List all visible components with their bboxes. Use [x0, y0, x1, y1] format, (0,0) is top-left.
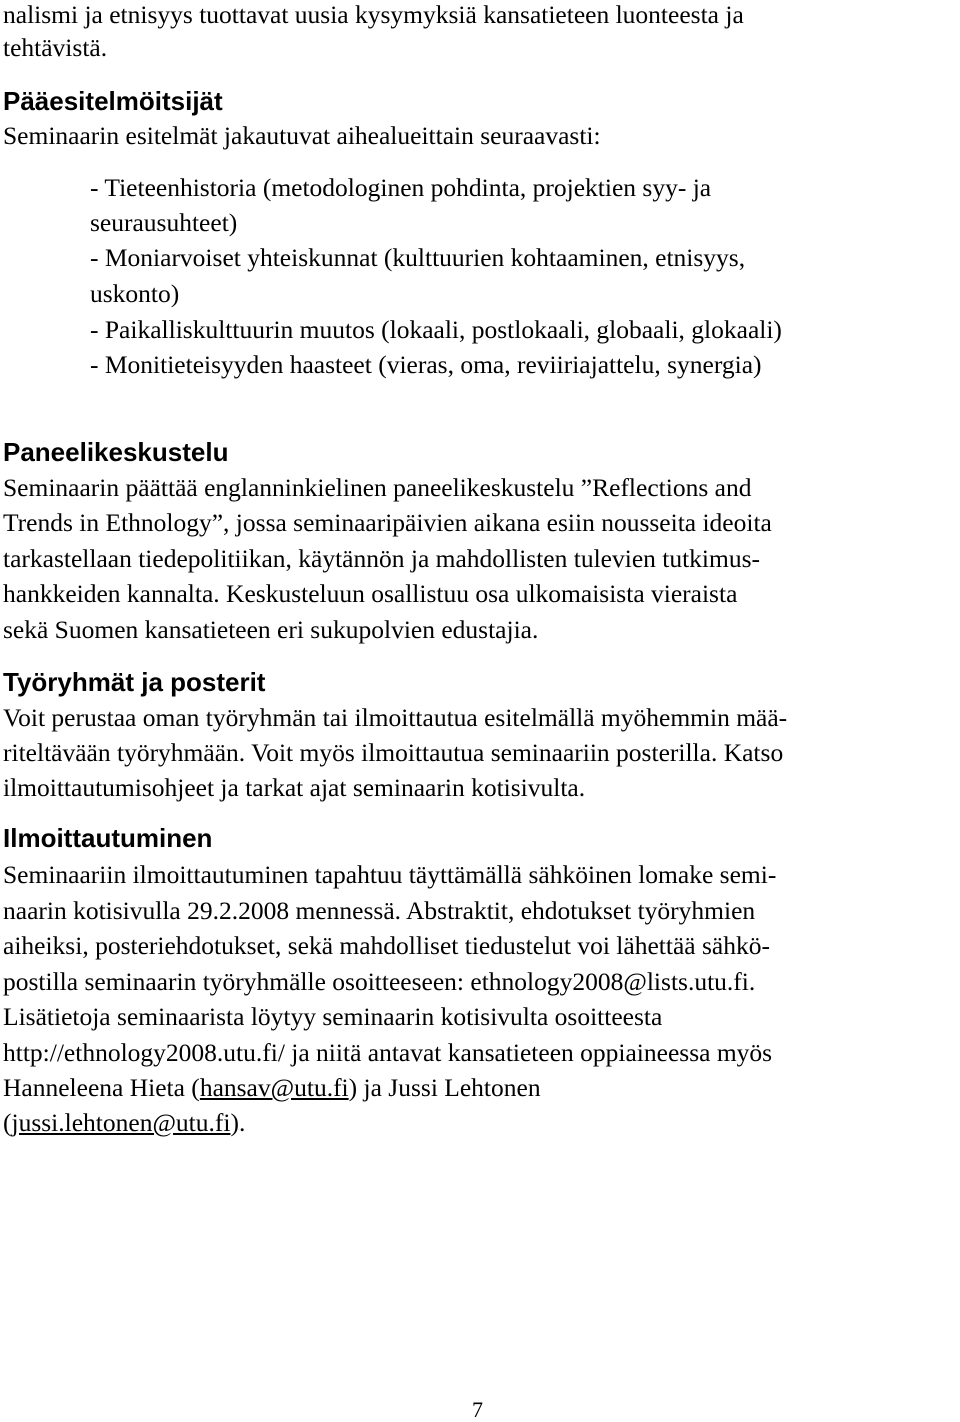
registration-line-1: Seminaariin ilmoittautuminen tapahtuu täyttämällä sähköinen lomake semi- — [3, 860, 777, 889]
registration-line-6: http://ethnology2008.utu.fi/ ja niitä antavat kansatieteen oppiaineessa myös — [3, 1038, 773, 1067]
workgroups-line-2: riteltävään työryhmään. Voit myös ilmoittautua seminaariin posterilla. Katso — [3, 738, 784, 767]
panel-line-5: sekä Suomen kansatieteen eri sukupolvien edustajia. — [3, 615, 539, 644]
registration-line-2: naarin kotisivulla 29.2.2008 mennessä. Abstraktit, ehdotukset työryhmien — [3, 896, 756, 925]
panel-line-4: hankkeiden kannalta. Keskusteluun osallistuu osa ulkomaisista vieraista — [3, 579, 738, 608]
contact1-prefix: Hanneleena Hieta ( — [3, 1073, 200, 1102]
section-heading-speakers: Pääesitelmöitsijät — [3, 86, 223, 116]
panel-line-2: Trends in Ethnology”, jossa seminaaripäivien aikana esiin nousseita ideoita — [3, 508, 772, 537]
registration-line-5: Lisätietoja seminaarista löytyy seminaarin kotisivulta osoitteesta — [3, 1002, 663, 1031]
topic-line-1: - Tieteenhistoria (metodologinen pohdinta, projektien syy- ja — [90, 173, 712, 202]
intro-line-1: nalismi ja etnisyys tuottavat uusia kysymyksiä kansatieteen luonteesta ja — [3, 0, 744, 29]
section-heading-registration: Ilmoittautuminen — [3, 823, 213, 853]
contact1-mid: ) ja Jussi Lehtonen — [348, 1073, 541, 1102]
email-link-hansav[interactable]: hansav@utu.fi — [199, 1073, 349, 1102]
page-number: 7 — [472, 1397, 483, 1422]
contact2-prefix: ( — [3, 1108, 12, 1137]
topic-line-2: seurausuhteet) — [90, 208, 238, 237]
panel-line-3: tarkastellaan tiedepolitiikan, käytännön ja mahdollisten tulevien tutkimus- — [3, 544, 761, 573]
workgroups-line-3: ilmoittautumisohjeet ja tarkat ajat seminaarin kotisivulta. — [3, 773, 586, 802]
contact-line-1 — [3, 1073, 541, 1103]
section-heading-panel: Paneelikeskustelu — [3, 437, 229, 467]
contact-line-2 — [3, 1108, 245, 1138]
email-link-jussi[interactable]: jussi.lehtonen@utu.fi — [11, 1108, 231, 1137]
topic-line-3: - Moniarvoiset yhteiskunnat (kulttuurien kohtaaminen, etnisyys, — [90, 243, 746, 272]
topic-line-4: uskonto) — [90, 279, 180, 308]
registration-line-4: postilla seminaarin työryhmälle osoitteeseen: ethnology2008@lists.utu.fi. — [3, 967, 756, 996]
speakers-lead: Seminaarin esitelmät jakautuvat aihealueittain seuraavasti: — [3, 121, 601, 150]
panel-line-1: Seminaarin päättää englanninkielinen paneelikeskustelu ”Reflections and — [3, 473, 752, 502]
section-heading-workgroups: Työryhmät ja posterit — [3, 667, 266, 697]
workgroups-line-1: Voit perustaa oman työryhmän tai ilmoittautua esitelmällä myöhemmin mää- — [3, 703, 788, 732]
intro-line-2: tehtävistä. — [3, 33, 108, 62]
topic-line-6: - Monitieteisyyden haasteet (vieras, oma, reviiriajattelu, synergia) — [90, 350, 762, 379]
registration-line-3: aiheiksi, posteriehdotukset, sekä mahdolliset tiedustelut voi lähettää sähkö- — [3, 931, 770, 960]
topic-line-5: - Paikalliskulttuurin muutos (lokaali, postlokaali, globaali, glokaali) — [90, 315, 782, 344]
contact2-suffix: ). — [230, 1108, 246, 1137]
